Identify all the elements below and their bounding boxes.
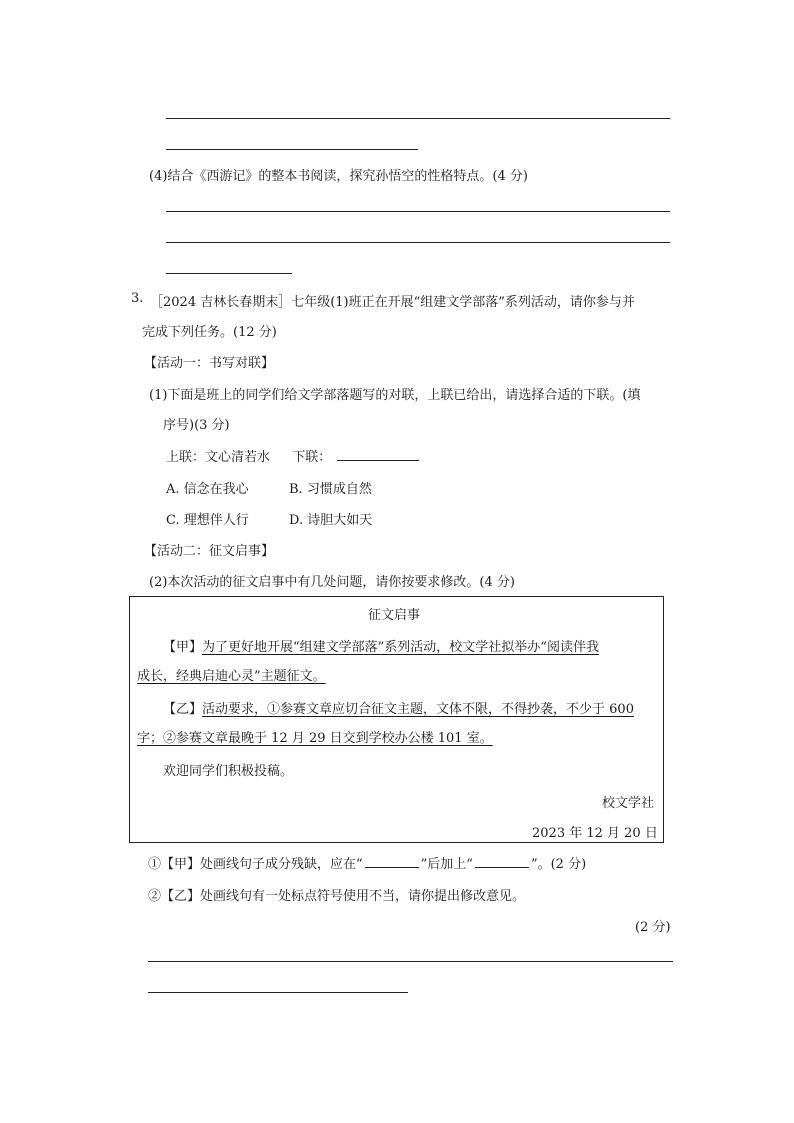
activity-2-heading: 【活动二：征文启事】 <box>144 544 275 559</box>
couplet-upper: 上联：文心清若水 <box>166 450 271 465</box>
notice-title: 征文启事 <box>368 608 421 623</box>
question-2-4: (4)结合《西游记》的整本书阅读，探究孙悟空的性格特点。(4 分) <box>149 169 528 184</box>
answer-line[interactable] <box>166 118 670 119</box>
sub1-blank-2[interactable] <box>475 855 529 868</box>
activity-1-heading: 【活动一：书写对联】 <box>144 356 275 371</box>
answer-line[interactable] <box>148 992 408 993</box>
option-d: D. 诗胆大如天 <box>289 513 373 528</box>
sub-question-1-part-c: ”。(2 分) <box>530 857 587 872</box>
couplet-row <box>166 446 421 465</box>
question-3-intro: ［2024 吉林长春期末］七年级(1)班正在开展“组建文学部落”系列活动，请你参与并 <box>150 295 635 310</box>
answer-line[interactable] <box>148 961 673 962</box>
notice-yi-line1 <box>163 698 634 717</box>
sub-question-2: ②【乙】处画线句有一处标点符号使用不当，请你提出修改意见。 <box>148 889 526 904</box>
answer-line[interactable] <box>166 273 292 274</box>
answer-line[interactable] <box>166 242 670 243</box>
couplet-lower-label: 下联： <box>292 450 332 465</box>
sub1-blank-1[interactable] <box>365 855 419 868</box>
answer-line[interactable] <box>166 149 418 150</box>
question-3-number: 3. <box>131 291 144 306</box>
notice-jia-line1 <box>163 636 599 655</box>
sub-question-2-score: (2 分) <box>635 920 671 935</box>
question-3-1-cont: 序号)(3 分) <box>163 418 230 433</box>
question-3-1: (1)下面是班上的同学们给文学部落题写的对联，上联已给出，请选择合适的下联。(填 <box>149 388 641 403</box>
option-a: A. 信念在我心 <box>166 482 249 497</box>
notice-jia-line2: 成长，经典启迪心灵”主题征文。 <box>137 669 326 684</box>
notice-date: 2023 年 12 月 20 日 <box>532 826 658 841</box>
sub-question-1 <box>148 853 586 872</box>
question-3-2: (2)本次活动的征文启事中有几处问题，请你按要求修改。(4 分) <box>149 575 515 590</box>
jia-underlined-sentence: 为了更好地开展“组建文学部落”系列活动，校文学社拟举办“阅读伴我 <box>202 640 599 655</box>
answer-line[interactable] <box>166 211 670 212</box>
notice-box <box>129 596 664 843</box>
option-b: B. 习惯成自然 <box>289 482 372 497</box>
couplet-answer-blank[interactable] <box>337 448 419 461</box>
notice-yi-line2: 字；②参赛文章最晚于 12 月 29 日交到学校办公楼 101 室。 <box>137 731 493 746</box>
sub-question-1-part-a: ①【甲】处画线句子成分残缺，应在“ <box>148 857 363 872</box>
yi-tag: 【乙】 <box>163 702 203 717</box>
jia-tag: 【甲】 <box>163 640 203 655</box>
yi-underlined-sentence: 活动要求，①参赛文章应切合征文主题，文体不限，不得抄袭，不少于 600 <box>202 702 634 717</box>
notice-welcome: 欢迎同学们积极投稿。 <box>163 764 294 779</box>
notice-signature: 校文学社 <box>602 796 655 811</box>
sub-question-1-part-b: ”后加上“ <box>420 857 473 872</box>
question-3-intro-cont: 完成下列任务。(12 分) <box>142 325 277 340</box>
option-c: C. 理想伴人行 <box>166 513 249 528</box>
